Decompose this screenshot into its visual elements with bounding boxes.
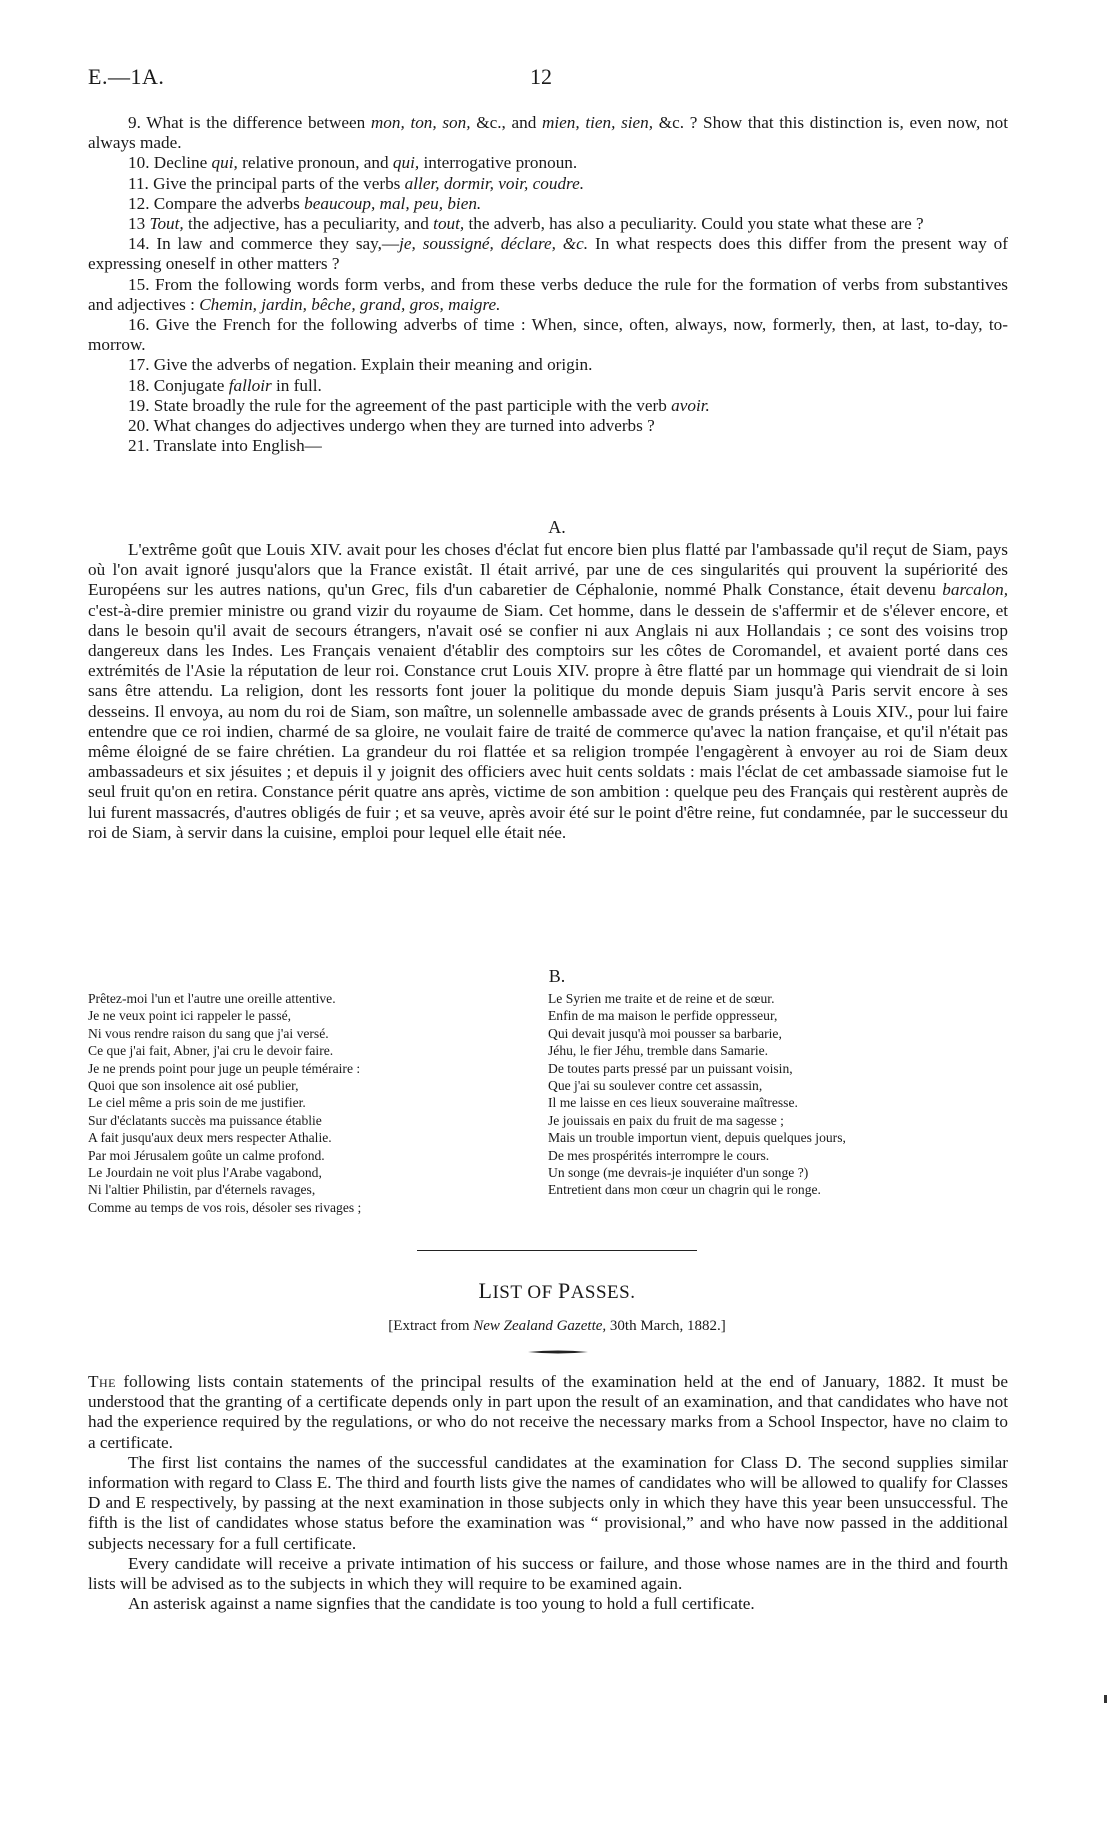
text-run: 18. Conjugate <box>128 375 229 395</box>
text-run: &c., and <box>470 113 542 132</box>
verse-line: De mes prospérités interrompre le cours. <box>548 1147 770 1163</box>
verse-line: Le ciel même a pris soin de me justifier. <box>88 1095 306 1111</box>
italic-term: beaucoup, mal, peu, bien. <box>304 193 482 213</box>
text-run: 9. What is the difference between <box>128 113 371 132</box>
italic-term: qui, <box>211 153 238 173</box>
italic-term: mien, tien, sien, <box>541 113 654 132</box>
page-header-series: E.—1A. <box>88 64 165 89</box>
verse-line: Un songe (me devrais-je inquiéter d'un songe ?) <box>548 1165 809 1181</box>
text-run: 14. In law and commerce they say,— <box>128 234 400 254</box>
question-item <box>88 194 1008 214</box>
verse-line: Qui devait jusqu'à moi pousser sa barbarie, <box>548 1025 782 1041</box>
verse-line: A fait jusqu'aux deux mers respecter Athalie. <box>88 1130 332 1146</box>
verse-line: Le Syrien me traite et de reine et de sœur. <box>548 991 775 1006</box>
question-item <box>88 315 1008 355</box>
french-passage-a <box>88 540 1008 843</box>
verse-line: Je ne prends point pour juge un peuple téméraire : <box>88 1060 361 1076</box>
title-initial-p: P <box>557 1278 571 1303</box>
verse-line: Ni vous rendre raison du sang que j'ai versé. <box>88 1025 329 1041</box>
text-run: relative pronoun, and <box>237 153 393 173</box>
verse-line: Comme au temps de vos rois, désoler ses rivages ; <box>88 1199 362 1215</box>
text-run: 21. Translate into English— <box>128 436 322 456</box>
verse-line: Que j'ai su soulever contre cet assassin, <box>548 1078 763 1094</box>
question-item <box>88 113 1008 153</box>
verse-left-column <box>88 990 361 1216</box>
question-item <box>88 234 1008 274</box>
question-item <box>88 376 1008 396</box>
text-run: 11. Give the principal parts of the verbs <box>128 173 405 193</box>
list-of-passes-title <box>0 1278 1114 1304</box>
verse-line: Il me laisse en ces lieux souveraine maîtresse. <box>548 1095 798 1111</box>
italic-term: barcalon, <box>942 580 1008 600</box>
margin-mark <box>1104 1695 1107 1703</box>
verse-line: Quoi que son insolence ait osé publier, <box>88 1078 299 1094</box>
gazette-extract-note <box>0 1318 1114 1335</box>
extract-date: 30th March, 1882.] <box>606 1318 726 1334</box>
text-run: 20. What changes do adjectives undergo when they are turned into adverbs ? <box>128 416 655 436</box>
text-run: 17. Give the adverbs of negation. Explain their meaning and origin. <box>128 355 593 375</box>
italic-term: aller, dormir, voir, coudre. <box>404 173 585 193</box>
title-word-asses: ASSES. <box>570 1282 636 1303</box>
verse-right-column <box>548 990 846 1199</box>
italic-term: qui, <box>392 153 420 173</box>
section-a-label: A. <box>548 517 566 537</box>
italic-term: Chemin, jardin, bêche, grand, gros, maigre. <box>199 294 501 314</box>
question-item <box>88 214 1008 234</box>
text-run: 15. From the following words form verbs, and from these verbs deduce the rule for the formation of verbs from substantives and adjectives : <box>88 274 1008 314</box>
section-b-label: B. <box>548 966 566 986</box>
verse-line: Enfin de ma maison le perfide oppresseur, <box>548 1008 778 1024</box>
verse-line: Mais un trouble importun vient, depuis quelques jours, <box>548 1130 846 1146</box>
text-run: 16. Give the French for the following adverbs of time : When, since, often, always, now, formerly, then, at last, to-day, to-morrow. <box>88 315 1008 355</box>
question-item <box>88 174 1008 194</box>
italic-term: mon, ton, son, <box>370 113 471 132</box>
page-number: 12 <box>530 64 552 89</box>
text-run: L'extrême goût que Louis XIV. avait pour les choses d'éclat fut encore bien plus flatté par l'ambassade qu'il reçut de Siam, pays où l'on avait ignoré jusqu'alors que la France existât. Il était arrivé, par une de ces singularités qui prouvent la supériorité des Européens sur les autres nations, qu'un Grec, fils d'un cabaretier de Céphalonie, nommé Phalk Constance, était devenu <box>88 540 1008 600</box>
text-run: 10. Decline <box>128 153 212 173</box>
text-run: in full. <box>271 375 322 395</box>
verse-line: Je jouissais en paix du fruit de ma sagesse ; <box>548 1112 784 1128</box>
verse-line: Je ne veux point ici rappeler le passé, <box>88 1008 292 1024</box>
intro-paragraph-2: The first list contains the names of the successful candidates at the examination for Class D. The second supplies similar information with regard to Class E. The third and fourth lists give the names of candidates who will be allowed to qualify for Classes D and E respectively, by passing at the next examination in those subjects only in which they have this year been unsuccessful. The fifth is the list of candidates whose status before the examination was “ provisional,” and who have now passed in the additional subjects necessary for a full certificate. <box>88 1452 1008 1553</box>
intro-paragraph-4: An asterisk against a name signfies that the candidate is too young to hold a full certificate. <box>128 1594 755 1614</box>
text-run: the adverb, has also a peculiarity. Could you state what these are ? <box>464 214 924 234</box>
verse-line: Le Jourdain ne voit plus l'Arabe vagabond, <box>88 1165 322 1181</box>
italic-term: falloir <box>228 375 272 395</box>
text-run: &c. ? Show that this distinction is, even now, not always made. <box>88 113 1008 153</box>
italic-term: Tout, <box>149 214 184 234</box>
verse-line: Ce que j'ai fait, Abner, j'ai cru le devoir faire. <box>88 1043 334 1059</box>
verse-line: Jéhu, le fier Jéhu, tremble dans Samarie. <box>548 1043 769 1059</box>
text-run: 19. State broadly the rule for the agreement of the past participle with the verb <box>128 395 672 415</box>
question-item <box>88 153 1008 173</box>
extract-before: [Extract from <box>388 1318 474 1334</box>
italic-term: je, soussigné, déclare, &c. <box>399 234 589 254</box>
section-divider <box>417 1250 697 1251</box>
verse-line: Sur d'éclatants succès ma puissance établie <box>88 1112 322 1128</box>
text-run: interrogative pronoun. <box>419 153 578 173</box>
lead-word: The <box>88 1372 116 1391</box>
decorative-swash <box>528 1350 588 1354</box>
text-run: In what respects does this differ from the present way of expressing oneself in other matters ? <box>88 234 1008 274</box>
text-run: the adjective, has a peculiarity, and <box>183 214 434 234</box>
verse-line: Ni l'altier Philistin, par d'éternels ravages, <box>88 1182 316 1198</box>
list-of-passes-intro <box>88 1372 1008 1614</box>
question-item <box>88 275 1008 315</box>
intro-paragraph-1: The following lists contain statements of the principal results of the examination held at the end of January, 1882. It must be understood that the granting of a certificate depends only in part upon the result of an examination, and that candidates who have not had the experience required by the regulations, or who do not receive the necessary marks from a School Inspector, have no claim to a certificate. <box>88 1372 1008 1452</box>
title-word-ist-of: IST OF <box>492 1282 558 1303</box>
question-item <box>88 436 1008 456</box>
title-initial-l: L <box>478 1278 493 1303</box>
text-run: 12. Compare the adverbs <box>128 193 305 213</box>
italic-term: avoir. <box>671 395 710 415</box>
verse-line: Prêtez-moi l'un et l'autre une oreille attentive. <box>88 991 336 1006</box>
text-run: c'est-à-dire premier ministre ou grand vizir du royaume de Siam. Cet homme, dans le dessein de s'affermir et de s'élever encore, et dans le besoin qu'il avait de secours étrangers, n'avait osé se confier ni aux Anglais ni aux Hollandais ; ce sont des voisins trop dangereux dans les Indes. Les Français venaient d'établir des comptoirs sur les côtes de Coromandel, et avaient porté dans ces extrémités de l'Asie la réputation de leur roi. Constance crut Louis XIV. propre à être flatté par un hommage qui viendrait de si loin sans être attendu. La religion, dont les ressorts font jouer la politique du monde depuis Siam jusqu'à Paris servit encore à ses desseins. Il envoya, au nom du roi de Siam, son maître, un solennelle ambassade avec de grands présents à Louis XIV., pour lui faire entendre que ce roi indien, charmé de sa gloire, ne voulait faire de traité de commerce qu'avec la nation française, et qu'il n'était pas même éloigné de se faire chrétien. La grandeur du roi flattée et sa religion trompée l'engagèrent à envoyer au roi de Siam deux ambassadeurs et six jésuites ; et depuis il y joignit des officiers avec huit cents soldats : mais l'éclat de cet ambassade siamoise fut le seul fruit qu'on en retira. Constance périt quatre ans après, victime de son ambition : quelque peu des Français qui restèrent auprès de lui furent massacrés, d'autres obligés de fuir ; et sa veuve, après avoir été sur le point d'être reine, fut condamnée, par le successeur du roi de Siam, à servir dans la cuisine, emploi pour lequel elle était née. <box>88 600 1008 842</box>
extract-gazette-title: New Zealand Gazette, <box>473 1318 607 1334</box>
text-run: 13 <box>128 214 150 234</box>
question-item <box>88 396 1008 416</box>
verse-line: De toutes parts pressé par un puissant voisin, <box>548 1060 793 1076</box>
italic-term: tout, <box>433 214 465 234</box>
question-list <box>88 113 1008 456</box>
verse-line: Par moi Jérusalem goûte un calme profond. <box>88 1147 325 1163</box>
question-item <box>88 416 1008 436</box>
intro-paragraph-3: Every candidate will receive a private intimation of his success or failure, and those whose names are in the third and fourth lists will be advised as to the subjects in which they will require to be examined again. <box>88 1553 1008 1594</box>
verse-line: Entretient dans mon cœur un chagrin qui le ronge. <box>548 1182 821 1198</box>
question-item <box>88 355 1008 375</box>
